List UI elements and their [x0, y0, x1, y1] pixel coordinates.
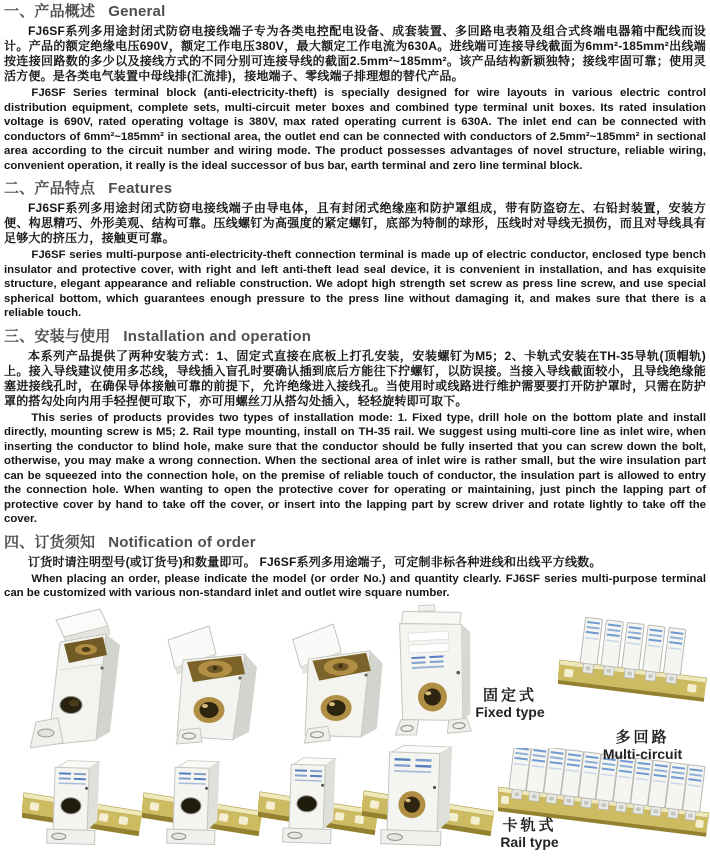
product-photo-rail-2: [142, 748, 262, 858]
label-rail-type: [462, 818, 597, 850]
label-multi-circuit-zh: 多回路: [615, 729, 670, 746]
product-photo-rail-1: [22, 748, 142, 858]
label-fixed-type-en: Fixed type: [475, 704, 545, 720]
label-fixed-type: [440, 688, 580, 720]
label-rail-type-zh: 卡轨式: [502, 817, 557, 834]
paragraph-zh-general: FJ6SF系列多用途封闭式防窃电接线端子专为各类电控配电设备、成套装置、多回路电表箱及组合式终端电器箱中配线而设计。产品的额定绝缘电压690V，额定工作电压380V，最大额定工作电流为630A。进线端可连接导线截面为6mm²-185mm²出线端按连接回路数的多少以及接线方式的不同分别可连接导线的截面2.5mm²~185mm²。该产品结构新颖独特；接线牢固可靠；使用灵活方便。是各类电气装置中母线排(汇流排)，接地端子、零线端子排理想的替代产品。: [4, 24, 706, 83]
heading-en: Features: [108, 180, 173, 197]
paragraph-zh-order: 订货时请注明型号(或订货号)和数量即可。 FJ6SF系列多用途端子，可定制非标各种进线和出线平方线数。: [28, 554, 602, 569]
wire-hole: [297, 795, 318, 812]
heading-zh: 四、订货须知: [4, 533, 96, 551]
section-features: [4, 180, 706, 321]
wire-hole: [181, 797, 202, 814]
paragraph-en-installation: This series of products provides two types of installation mode: 1. Fixed type, drill hole on the bottom plate and install directly, mounting screw is M5; 2. Rail type mounting, install on TH-35 rail. We suggest using multi-core line as inlet wire, when inserting the conductor to blind hole, make sure that the conductor should be fully inserted that you can screw down the bolt, otherwise, you may make a wrong connection. When the sectional area of inlet wire is rather small, but the wire insulation part can be squeezed into the connection hole, on the premise of reliable touch of conductor, the insulation part is allowed to entry the connection hole. When wanting to open the protective cover for operating or maintaining, just pinch the lapping part of protective cover by hand to take off the cover, or insert into the lapping part by screw driver and rotate lightly to take off the cover.: [4, 411, 706, 525]
section-heading-installation: [4, 328, 706, 346]
mounting-foot: [447, 718, 472, 733]
product-photo-rail-3: [258, 747, 378, 858]
heading-en: General: [108, 3, 166, 20]
terminal-body: [167, 760, 220, 845]
paragraph-zh-installation: 本系列产品提供了两种安装方式：1、固定式直接在底板上打孔安装，安装螺钉为M5；2、卡轨式安装在TH-35导轨(顶帽轨)上。接入导线建议使用多芯线，导线插入盲孔时要确认插到底后方能往下拧螺钉，以防误接。当接入导线截面较小，且导线绝缘能塞进接线孔时，在确保导体接触可靠的前提下，允许绝缘进入接线孔。当使用时或线路进行维护需要要打开防护罩时，只需在防护罩的搭勾处向内用手轻捏便可取下，亦可用螺丝刀从搭勾处插入，轻轻旋转即可取下。: [4, 348, 706, 408]
heading-en: Installation and operation: [123, 327, 312, 345]
product-photo-fixed-2: [152, 610, 267, 745]
terminal-body: [283, 757, 336, 844]
section-heading-general: [4, 3, 706, 21]
label-fixed-type-zh: 固定式: [482, 687, 537, 704]
product-gallery: [0, 598, 710, 858]
heading-zh: 二、产品特点: [4, 180, 96, 197]
paragraph-zh-features: FJ6SF系列多用途封闭式防窃电接线端子由导电体，且有封闭式绝缘座和防护罩组成，带有防盗窃左、右铅封装置，安装方便、构思精巧、外形美观、结构可靠。压线螺钉为高强度的紧定螺钉，底部为特制的球形，压线时对导线无损伤，而且对导线具有足够大的挤压力，接触更可靠。: [4, 201, 706, 245]
heading-zh: 三、安装与使用: [4, 327, 111, 345]
heading-zh: 一、产品概述: [4, 3, 96, 20]
product-photo-fixed-1: [30, 604, 140, 749]
label-multi-circuit: [575, 730, 710, 762]
section-heading-features: [4, 180, 706, 198]
mounting-foot: [395, 719, 420, 736]
terminal-body: [47, 760, 100, 845]
mounting-foot: [304, 726, 331, 743]
label-multi-circuit-en: Multi-circuit: [602, 746, 683, 762]
label-rail-type-en: Rail type: [500, 834, 559, 850]
heading-en: Notification of order: [108, 533, 256, 551]
mounting-foot: [176, 728, 202, 744]
product-photo-multi-circuit: [558, 613, 710, 715]
paragraph-en-general: FJ6SF Series terminal block (anti-electricity-theft) is specially designed for wire layouts in various electric control distribution equipment, complete sets, multi-circuit meter boxes and combined type terminal unit boxes. Its rated insulation voltage is 690V, rated operating voltage is 380V, max rated operating current is 630A. The inlet end can be connected with conductors of 6mm²~185mm² in sectional area, the outlet end can be connected with conductors of 2.5mm²~185mm² in sectional area according to the circuit number and wiring mode. The product possesses advantages of novel structure, reliable wiring, convenient operation, it really is the ideal successor of bus bar, earth terminal and zero line terminal block.: [4, 87, 706, 172]
section-heading-order: [4, 534, 706, 552]
wire-hole: [61, 797, 82, 814]
terminal-body: [381, 745, 452, 846]
section-installation: [4, 328, 706, 527]
paragraph-en-order: When placing an order, please indicate the model (or order No.) and quantity clearly. FJ6SF series multi-purpose terminal can be customized with various non-standard inlet and outlet wire square number.: [4, 572, 706, 599]
paragraph-en-features: FJ6SF series multi-purpose anti-electricity-theft connection terminal is made up of electric conductor, enclosed type bench insulator and protective cover, with right and left anti-theft lead seal device, it is convenient in installation, and has exquisite structure, elegant appearance and reliable construction. We adopt high strength set screw as press line screw, and use special spherical bottom, which guarantees enough pressure to the press line without damaging it, and makes sure that there is a reliable touch.: [4, 249, 706, 319]
product-photo-fixed-3: [276, 606, 396, 745]
section-general: [4, 3, 706, 173]
section-order: [4, 534, 706, 601]
